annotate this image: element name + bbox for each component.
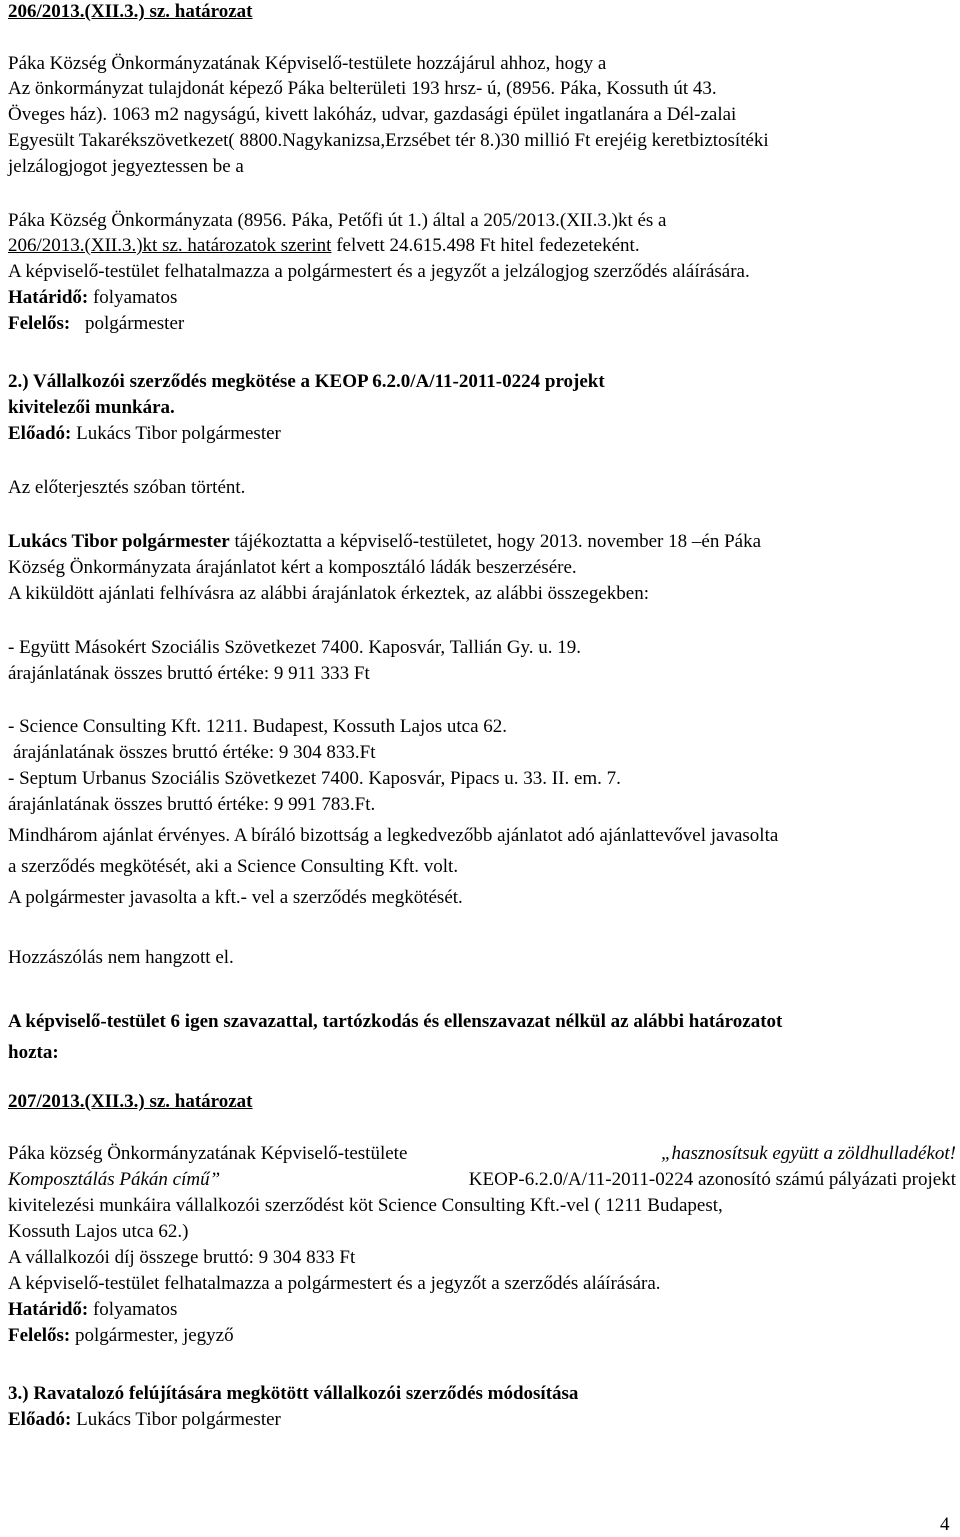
resolution-207-text-line: kivitelezési munkáira vállalkozói szerződést köt Science Consulting Kft.-vel ( 1211 Budapest, — [8, 1195, 723, 1216]
project-title: „hasznosítsuk együtt a zöldhulladékot! — [660, 1143, 956, 1164]
vote-result-cont: hozta: — [8, 1042, 59, 1063]
offer-1-company: - Együtt Másokért Szociális Szövetkezet 7400. Kaposvár, Tallián Gy. u. 19. — [8, 637, 582, 658]
mayor-information-text: tájékoztatta a képviselő-testületet, hogy 2013. november 18 –én Páka — [234, 531, 762, 552]
resolution-207-text-line — [8, 1142, 956, 1166]
agenda-item-3-title: 3.) Ravatalozó felújítására megkötött vállalkozói szerződés módosítása — [8, 1383, 579, 1404]
offer-2-company: - Science Consulting Kft. 1211. Budapest, Kossuth Lajos utca 62. — [8, 716, 508, 737]
deadline-value: folyamatos — [92, 287, 178, 308]
resolution-206-text-line: Az önkormányzat tulajdonát képező Páka belterületi 193 hrsz- ú, (8956. Páka, Kossuth út 43. — [8, 78, 717, 99]
body-text-line: Mindhárom ajánlat érvényes. A bíráló bizottság a legkedvezőbb ajánlatot adó ajánlattevővel javasolta — [8, 825, 779, 846]
resolution-207-text-line: Kossuth Lajos utca 62.) — [8, 1221, 189, 1242]
resolution-206-heading: 206/2013.(XII.3.) sz. határozat — [8, 1, 253, 22]
presenter-label: Előadó: — [8, 1409, 72, 1430]
agenda-item-2-title: 2.) Vállalkozói szerződés megkötése a KEOP 6.2.0/A/11-2011-0224 projekt — [8, 371, 605, 392]
resolution-206-authorization: A képviselő-testület felhatalmazza a polgármestert és a jegyzőt a jelzálogjog szerződés aláírására. — [8, 261, 750, 282]
resolution-206-deadline — [8, 286, 177, 310]
agenda-item-3-presenter — [8, 1408, 281, 1432]
page-number: 4 — [940, 1514, 950, 1535]
resolution-207-body: Páka község Önkormányzatának Képviselő-testülete — [8, 1143, 408, 1164]
project-id-text: KEOP-6.2.0/A/11-2011-0224 azonosító számú pályázati projekt — [468, 1169, 956, 1190]
body-text-line: A kiküldött ajánlati felhívásra az alábbi árajánlatok érkeztek, az alábbi összegekben: — [8, 583, 649, 604]
mayor-information — [8, 530, 761, 554]
resolution-206-responsible — [8, 312, 184, 336]
resolution-206-loan-text: felvett 24.615.498 Ft hitel fedezeteként. — [336, 235, 640, 256]
presenter-value: Lukács Tibor polgármester — [76, 423, 281, 444]
resolution-206-text-line — [8, 234, 640, 258]
presenter-label: Előadó: — [8, 423, 72, 444]
mayor-name: Lukács Tibor polgármester — [8, 531, 230, 552]
resolution-206-text-line: Páka Község Önkormányzatának Képviselő-testülete hozzájárul ahhoz, hogy a — [8, 53, 607, 74]
resolution-207-responsible — [8, 1324, 234, 1348]
body-text-line: Község Önkormányzata árajánlatot kért a komposztáló ládák beszerzésére. — [8, 557, 577, 578]
resolution-206-text-line: jelzálogjogot jegyeztessen be a — [8, 156, 244, 177]
responsible-label: Felelős: — [8, 1325, 71, 1346]
resolution-206-reference: 206/2013.(XII.3.)kt sz. határozatok szerint — [8, 235, 332, 256]
resolution-207-deadline — [8, 1298, 177, 1322]
resolution-207-text-line — [8, 1168, 956, 1192]
no-comment-note: Hozzászólás nem hangzott el. — [8, 947, 234, 968]
agenda-item-2-title-cont: kivitelezői munkára. — [8, 397, 175, 418]
responsible-label: Felelős: — [8, 313, 71, 334]
deadline-value: folyamatos — [92, 1299, 178, 1320]
resolution-206-text-line: Páka Község Önkormányzata (8956. Páka, Petőfi út 1.) által a 205/2013.(XII.3.)kt és a — [8, 210, 667, 231]
deadline-label: Határidő: — [8, 287, 89, 308]
resolution-206-text-line: Öveges ház). 1063 m2 nagyságú, kivett lakóház, udvar, gazdasági épület ingatlanára a Dél-zalai — [8, 104, 737, 125]
offer-3-amount: árajánlatának összes bruttó értéke: 9 991 783.Ft. — [8, 794, 376, 815]
resolution-207-heading: 207/2013.(XII.3.) sz. határozat — [8, 1091, 253, 1112]
vote-result: A képviselő-testület 6 igen szavazattal, tartózkodás és ellenszavazat nélkül az alábbi határozatot — [8, 1011, 783, 1032]
responsible-value: polgármester — [85, 313, 185, 334]
deadline-label: Határidő: — [8, 1299, 89, 1320]
body-text-line: A polgármester javasolta a kft.- vel a szerződés megkötését. — [8, 887, 463, 908]
presenter-value: Lukács Tibor polgármester — [76, 1409, 281, 1430]
offer-2-amount: árajánlatának összes bruttó értéke: 9 304 833.Ft — [13, 742, 376, 763]
project-title-cont: Komposztálás Pákán című” — [8, 1169, 221, 1190]
oral-presentation-note: Az előterjesztés szóban történt. — [8, 477, 246, 498]
contract-fee: A vállalkozói díj összege bruttó: 9 304 833 Ft — [8, 1247, 356, 1268]
responsible-value: polgármester, jegyző — [75, 1325, 234, 1346]
offer-1-amount: árajánlatának összes bruttó értéke: 9 911 333 Ft — [8, 663, 370, 684]
body-text-line: a szerződés megkötését, aki a Science Consulting Kft. volt. — [8, 856, 459, 877]
agenda-item-2-presenter — [8, 422, 281, 446]
offer-3-company: - Septum Urbanus Szociális Szövetkezet 7400. Kaposvár, Pipacs u. 33. II. em. 7. — [8, 768, 621, 789]
resolution-207-authorization: A képviselő-testület felhatalmazza a polgármestert és a jegyzőt a szerződés aláírására. — [8, 1273, 661, 1294]
resolution-206-text-line: Egyesült Takarékszövetkezet( 8800.Nagykanizsa,Erzsébet tér 8.)30 millió Ft erejéig keretbiztosítéki — [8, 130, 769, 151]
